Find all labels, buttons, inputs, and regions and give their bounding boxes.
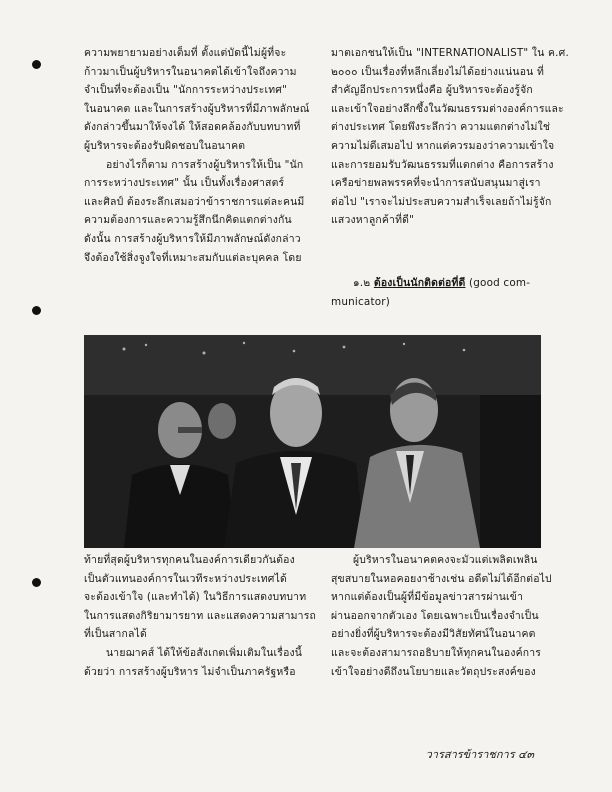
- text-line: และการยอมรับวัฒนธรรมที่แตกต่าง คือการสร้าง: [331, 158, 554, 171]
- text-line: ในอนาคต และในการสร้างผู้บริหารที่มีภาพลักษณ์: [84, 102, 310, 115]
- page-footer: วารสารข้าราชการ ๔๓: [425, 748, 534, 761]
- text-line: นายฌาคส์ ได้ให้ข้อสังเกตเพิ่มเติมในเรื่องนี้: [106, 646, 303, 659]
- text-line: มาตเอกชนให้เป็น "INTERNATIONALIST" ใน ค.ศ.: [331, 47, 569, 59]
- photo-image: [84, 335, 541, 548]
- text-line: ผู้บริหารจะต้องรับผิดชอบในอนาคต: [84, 139, 246, 152]
- section-title-en: (good com-: [465, 277, 531, 289]
- text-line: ที่เป็นสากลได้: [84, 628, 147, 641]
- text-line: สำคัญอีกประการหนึ่งคือ ผู้บริหารจะต้องรู้จัก: [331, 84, 533, 97]
- section-title: ต้องเป็นนักติดต่อที่ดี: [373, 277, 466, 289]
- binder-hole: [32, 60, 41, 69]
- left-column-bottom: [84, 551, 316, 681]
- left-column-top: [84, 44, 316, 267]
- text-line: เครือข่ายพลพรรคที่จะนำการสนับสนุนมาสู่เรา: [331, 177, 541, 190]
- text-line: อย่างไรก็ตาม การสร้างผู้บริหารให้เป็น "นัก: [106, 158, 304, 171]
- text-line: เป็นตัวแทนองค์การในเวทีระหว่างประเทศได้: [84, 572, 287, 585]
- text-line: ด้วยว่า การสร้างผู้บริหาร ไม่จำเป็นภาครัฐหรือ: [84, 665, 296, 678]
- text-line: ความพยายามอย่างเต็มที่ ตั้งแต่บัดนี้ไม่ผู้ที่จะ: [84, 47, 287, 59]
- section-title-en-cont: municator): [331, 295, 391, 308]
- text-line: สุขสบายในหอคอยงาช้างเช่น อดีตไม่ได้อีกต่อไป: [331, 572, 552, 585]
- text-line: ต่อไป "เราจะไม่ประสบความสำเร็จเลยถ้าไม่รู้จัก: [331, 195, 552, 208]
- text-line: จะต้องเข้าใจ (และทำได้) ในวิธีการแสดงบทบาท: [84, 591, 307, 604]
- text-line: และจะต้องสามารถอธิบายให้ทุกคนในองค์การ: [331, 646, 542, 659]
- text-line: ดังกล่าวขึ้นมาให้จงได้ ให้สอดคล้องกับบทบาทที่: [84, 121, 301, 134]
- text-line: เข้าใจอย่างดีถึงนโยบายและวัตถุประสงค์ของ: [331, 665, 536, 678]
- binder-hole: [32, 306, 41, 315]
- text-line: ผู้บริหารในอนาคตคงจะมัวแต่เพลิดเพลิน: [353, 554, 538, 566]
- text-line: จำเป็นที่จะต้องเป็น "นักการระหว่างประเทศ": [84, 84, 288, 97]
- text-line: แสวงหาลูกค้าที่ดี": [331, 214, 415, 227]
- text-line: ความไม่ดีเสมอไป หากแต่ควรมองว่าความเข้าใจ: [331, 139, 555, 152]
- text-line: ก้าวมาเป็นผู้บริหารในอนาคตได้เข้าใจถึงความ: [84, 65, 297, 78]
- text-line: ความต้องการและความรู้สึกนึกคิดแตกต่างกัน: [84, 214, 292, 227]
- text-line: ดังนั้น การสร้างผู้บริหารให้มีภาพลักษณ์ดังกล่าว: [84, 232, 301, 245]
- text-line: ท้ายที่สุดผู้บริหารทุกคนในองค์การเดียวกันต้อง: [84, 554, 295, 566]
- right-column-bottom: [331, 551, 552, 681]
- text-line: ๒๐๐๐ เป็นเรื่องที่หลีกเลี่ยงไม่ได้อย่างแน่นอน ที่: [331, 65, 544, 78]
- right-column-top: [331, 44, 569, 230]
- section-number: ๑.๒: [353, 277, 371, 289]
- text-line: ต่างประเทศ โดยพึงระลึกว่า ความแตกต่างไม่ใช่: [331, 121, 551, 134]
- text-line: และเข้าใจอย่างลึกซึ้งในวัฒนธรรมต่างองค์การและ: [331, 102, 564, 115]
- section-heading: [331, 274, 545, 311]
- text-line: การระหว่างประเทศ" นั้น เป็นทั้งเรื่องศาสตร์: [84, 177, 285, 190]
- text-line: ผ่านออกจากตัวเอง โดยเฉพาะเป็นเรื่องจำเป็น: [331, 609, 539, 622]
- text-line: ในการแสดงกิริยามารยาท และแสดงความสามารถ: [84, 609, 316, 622]
- photo-businessmen: [84, 335, 541, 548]
- text-line: หากแต่ต้องเป็นผู้ที่มีข้อมูลข่าวสารผ่านเข้า: [331, 591, 524, 604]
- text-line: จึงต้องใช้สิ่งจูงใจที่เหมาะสมกับแต่ละบุคคล โดย: [84, 251, 302, 264]
- binder-hole: [32, 578, 41, 587]
- text-line: อย่างยิ่งที่ผู้บริหารจะต้องมีวิสัยทัศน์ในอนาคต: [331, 628, 536, 641]
- text-line: และศิลป์ ต้องระลึกเสมอว่าข้าราชการแต่ละคนมี: [84, 195, 305, 208]
